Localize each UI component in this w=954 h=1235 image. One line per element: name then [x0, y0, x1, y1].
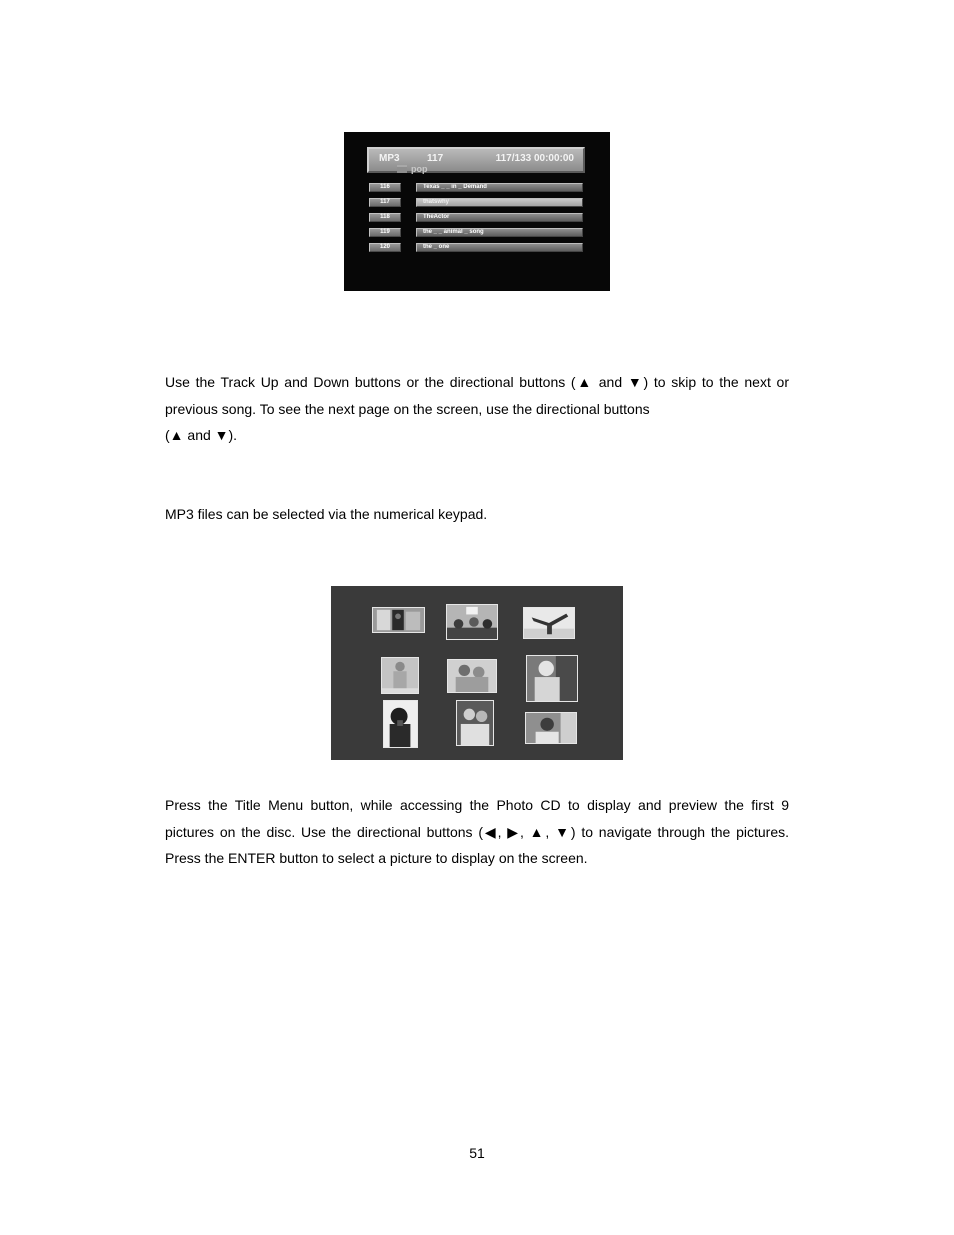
photo-thumbnail[interactable] — [526, 655, 578, 702]
photo-cd-thumbnail-figure — [331, 586, 623, 760]
paragraph-line: Press the Title Menu button, while accessing the Photo CD to display and preview the first 9 — [165, 797, 789, 813]
track-name: the _ one — [416, 243, 583, 252]
track-row[interactable] — [369, 213, 585, 222]
track-name: the _ _ animal _ song — [416, 228, 583, 237]
track-row[interactable] — [369, 243, 585, 252]
format-label: MP3 — [379, 153, 400, 164]
track-number: 118 — [369, 213, 401, 222]
page-number: 51 — [469, 1145, 485, 1161]
photo-thumbnail[interactable] — [381, 657, 419, 694]
track-name: TheActor — [416, 213, 583, 222]
photo-thumbnail[interactable] — [525, 712, 577, 744]
folder-icon — [397, 165, 407, 173]
track-row-selected[interactable] — [369, 198, 585, 207]
track-name: thatswhy — [416, 198, 583, 207]
paragraph-line: Use the Track Up and Down buttons or the directional buttons (▲ and ▼) to skip to the next or — [165, 374, 789, 390]
track-number: 120 — [369, 243, 401, 252]
track-row[interactable] — [369, 183, 585, 192]
track-number: 116 — [369, 183, 401, 192]
track-number: 119 — [369, 228, 401, 237]
mp3-screen-figure — [344, 132, 610, 291]
current-track-label: 117 — [427, 153, 444, 164]
track-name: Texas _ _ in _ Demand — [416, 183, 583, 192]
photo-thumbnail[interactable] — [456, 700, 494, 746]
folder-label: pop — [411, 164, 428, 174]
photo-thumbnail[interactable] — [446, 604, 498, 640]
paragraph-line: pictures on the disc. Use the directional buttons (◀, ▶, ▲, ▼) to navigate through the pictures. — [165, 823, 789, 840]
paragraph-line: Press the ENTER button to select a picture to display on the screen. — [165, 850, 588, 866]
photo-thumbnail[interactable] — [372, 607, 425, 633]
keypad-paragraph — [165, 501, 789, 528]
paragraph-line: previous song. To see the next page on the screen, use the directional buttons — [165, 400, 650, 417]
track-navigation-paragraph — [165, 369, 789, 449]
photo-thumbnail[interactable] — [383, 700, 418, 748]
paragraph-line: MP3 files can be selected via the numerical keypad. — [165, 506, 488, 522]
position-time-label: 117/133 00:00:00 — [495, 153, 574, 164]
track-number: 117 — [369, 198, 401, 207]
photo-thumbnail[interactable] — [523, 607, 575, 639]
track-row[interactable] — [369, 228, 585, 237]
paragraph-line: (▲ and ▼). — [165, 427, 238, 443]
photo-thumbnail[interactable] — [447, 659, 497, 693]
photo-cd-paragraph — [165, 792, 789, 872]
mp3-info-bar — [367, 147, 585, 173]
